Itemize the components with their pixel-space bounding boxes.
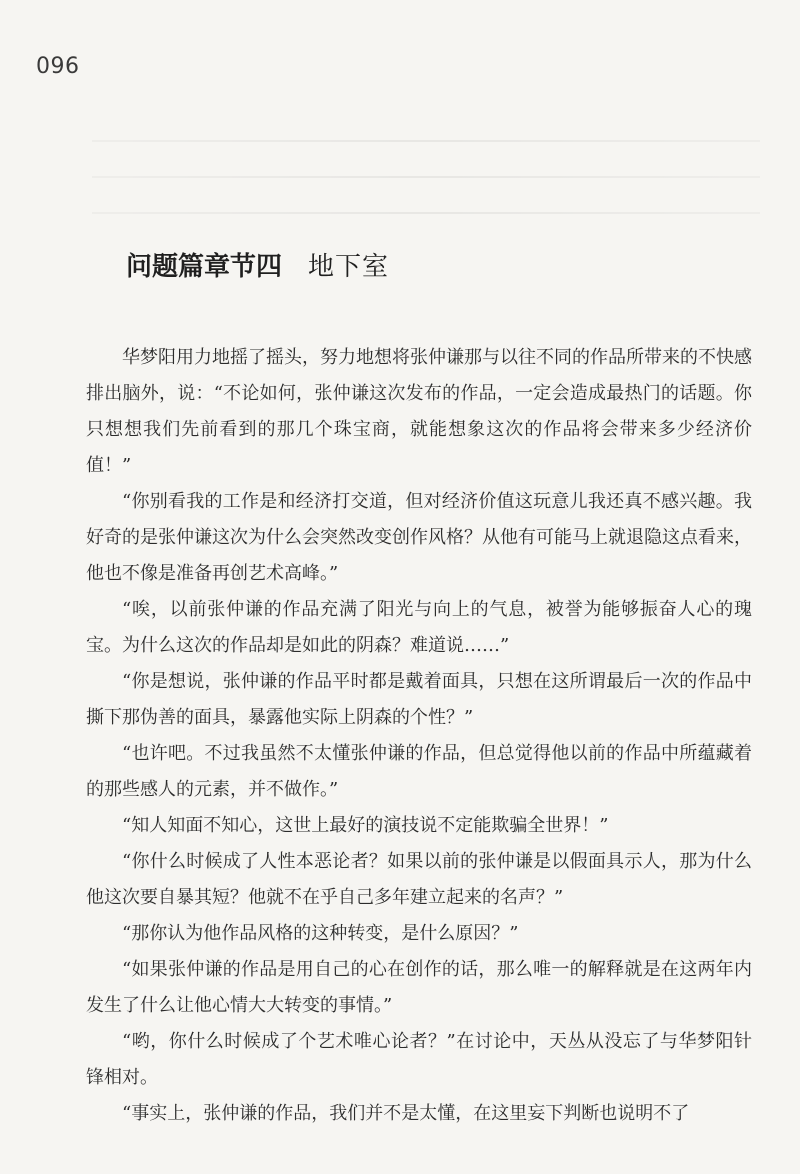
paragraph: 华梦阳用力地摇了摇头，努力地想将张仲谦那与以往不同的作品所带来的不快感排出脑外，说：“不论如何，张仲谦这次发布的作品，一定会造成最热门的话题。你只想想我们先前看到的那几个珠宝商，就能想象这次的作品将会带来多少经济价值！” bbox=[86, 347, 752, 476]
paragraph: “事实上，张仲谦的作品，我们并不是太懂，在这里妄下判断也说明不了 bbox=[122, 1103, 690, 1124]
paragraph: “哟，你什么时候成了个艺术唯心论者？”在讨论中，天丛从没忘了与华梦阳针锋相对。 bbox=[86, 1031, 752, 1088]
bleed-line bbox=[92, 140, 760, 142]
paragraph: “也许吧。不过我虽然不太懂张仲谦的作品，但总觉得他以前的作品中所蕴藏着的那些感人的元素，并不做作。” bbox=[86, 743, 752, 800]
bleed-line bbox=[92, 176, 760, 178]
paragraph: “你别看我的工作是和经济打交道，但对经济价值这玩意儿我还真不感兴趣。我好奇的是张仲谦这次为什么会突然改变创作风格？从他有可能马上就退隐这点看来，他也不像是准备再创艺术高峰。” bbox=[86, 491, 752, 584]
paragraph: “你是想说，张仲谦的作品平时都是戴着面具，只想在这所谓最后一次的作品中撕下那伪善的面具，暴露他实际上阴森的个性？” bbox=[86, 671, 752, 728]
bleed-line bbox=[92, 212, 760, 214]
body-text bbox=[86, 340, 752, 1132]
paragraph: “那你认为他作品风格的这种转变，是什么原因？” bbox=[122, 923, 519, 944]
chapter-label: 问题篇章节四 bbox=[126, 252, 283, 282]
page-number: 096 bbox=[36, 54, 80, 79]
chapter-name: 地下室 bbox=[308, 252, 390, 282]
chapter-title bbox=[126, 246, 389, 283]
paragraph: “唉，以前张仲谦的作品充满了阳光与向上的气息，被誉为能够振奋人心的瑰宝。为什么这次的作品却是如此的阴森？难道说……” bbox=[86, 599, 752, 656]
paragraph: “如果张仲谦的作品是用自己的心在创作的话，那么唯一的解释就是在这两年内发生了什么让他心情大大转变的事情。” bbox=[86, 959, 752, 1016]
paragraph: “知人知面不知心，这世上最好的演技说不定能欺骗全世界！” bbox=[122, 815, 609, 836]
paragraph: “你什么时候成了人性本恶论者？如果以前的张仲谦是以假面具示人，那为什么他这次要自暴其短？他就不在乎自己多年建立起来的名声？” bbox=[86, 851, 752, 908]
bleed-through-shadow bbox=[92, 140, 760, 240]
